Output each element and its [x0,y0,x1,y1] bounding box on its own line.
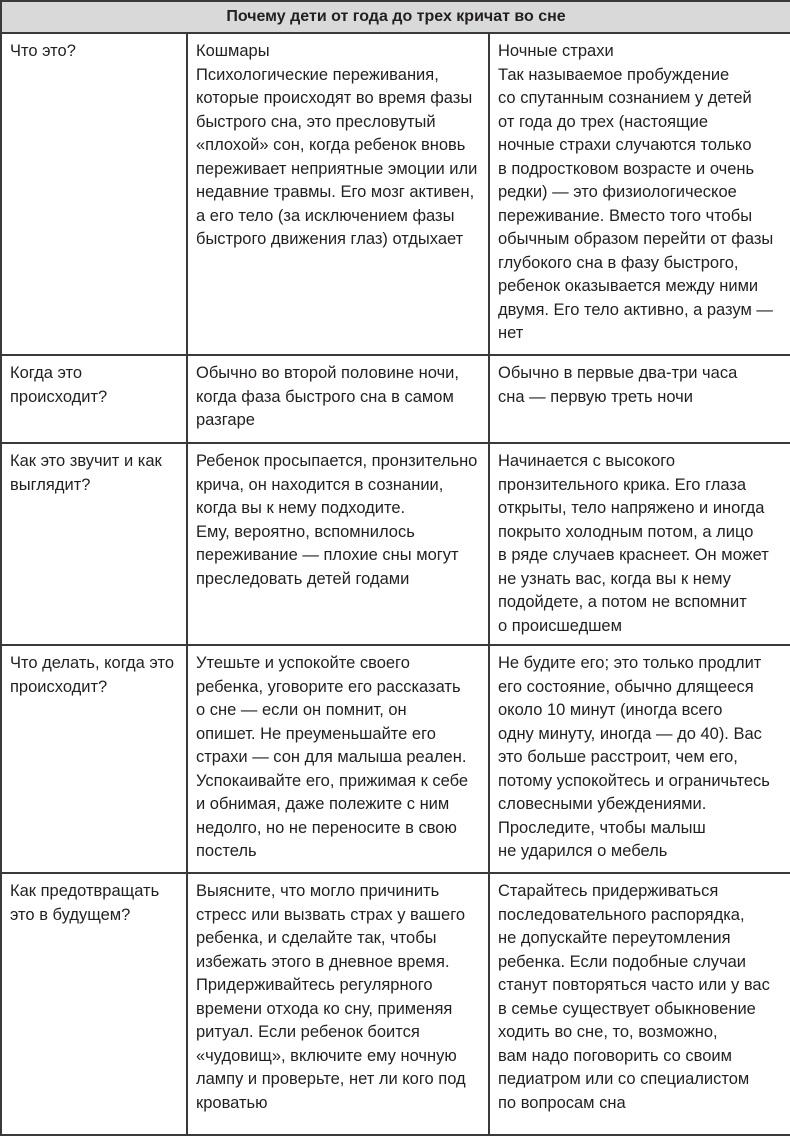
cell-text-line: пронзительного крика. Его глаза [498,475,747,494]
cell-text-line: ночные страхи случаются только [498,136,752,154]
cell-text-line: происходит? [10,677,108,696]
cell-text-line: сна — первую треть ночи [498,387,693,406]
row-question-cell [1,355,187,443]
night-terrors-cell [489,33,790,355]
cell-text-line: переживание — плохие сны могут [196,546,459,564]
cell-text-line: потому успокойтесь и ограничьтесь [498,771,770,790]
nightmares-cell [187,355,489,443]
night-terrors-cell [489,873,790,1135]
night-terrors-cell [489,443,790,645]
cell-text-line: одну минуту, иногда — до 40). Вас [498,724,762,743]
cell-text-line: нет [498,324,524,342]
cell-text-line: Проследите, чтобы малыш [498,818,706,837]
cell-text-line: разгаре [196,411,255,429]
cell-text-line: словесными убеждениями. [498,795,707,813]
cell-text-line: не допускайте переутомления [498,929,731,947]
cell-text-line: ходить во сне, то, возможно, [498,1023,718,1041]
cell-text-line: времени отхода ко сну, применяя [196,999,453,1018]
row-question-cell [1,33,187,355]
cell-text-line: педиатром или со специалистом [498,1070,750,1088]
cell-text-line: покрыто холодным потом, а лицо [498,522,754,541]
cell-text-line: Обычно во второй половине ночи, [196,364,459,382]
cell-text-line: в ряде случаев краснеет. Он может [498,546,769,564]
cell-text-line: около 10 минут (иногда всего [498,701,723,719]
cell-text-line: это в будущем? [10,905,131,924]
cell-text-line: Обычно в первые два-три часа [498,364,738,382]
cell-text-line: недавние травмы. Его мозг активен, [196,183,475,201]
cell-text-line: Утешьте и успокойте своего [196,654,410,672]
cell-text-line: открыты, тело напряжено и иногда [498,499,765,517]
cell-text-line: Что это? [10,42,76,60]
table-row [1,645,790,873]
cell-text-line: Что делать, когда это [10,654,175,672]
cell-text-line: Придерживайтесь регулярного [196,976,433,994]
night-terrors-cell [489,645,790,873]
cell-text-line: страхи — сон для малыша реален. [196,748,467,766]
cell-text-line: лампу и проверьте, нет ли кого под [196,1070,466,1088]
cell-text-line: опишет. Не преуменьшайте его [196,724,436,743]
cell-text-line: ребенка, уговорите его рассказать [196,677,461,696]
nightmares-cell [187,873,489,1135]
row-question-cell [1,873,187,1135]
table-title: Почему дети от года до трех кричат во сне [1,1,790,33]
cell-text-line: Ему, вероятно, вспомнилось [196,522,415,541]
cell-text-line: стресс или вызвать страх у вашего [196,905,466,924]
cell-text-line: недолго, но не переносите в свою [196,818,457,837]
cell-text-line: переживает неприятные эмоции или [196,159,478,178]
cell-text-line: это больше расстроит, чем его, [498,748,738,766]
cell-text-line: ритуал. Если ребенок боится [196,1023,420,1041]
cell-text-line: обычным образом перейти от фазы [498,230,774,248]
cell-text-line: Успокаивайте его, прижимая к себе [196,771,469,790]
cell-text-line: редки) — это физиологическое [498,183,737,201]
cell-text-line: переживание. Вместо того чтобы [498,206,753,225]
cell-text-line: глубокого сна в фазу быстрого, [498,253,739,272]
cell-text-line: кроватью [196,1093,268,1112]
cell-text-line: от года до трех (настоящие [498,112,709,131]
cell-text-line: а его тело (за исключением фазы [196,206,455,225]
cell-text-line: в семье существует обыкновение [498,999,756,1018]
cell-text-line: когда фаза быстрого сна в самом [196,387,454,406]
cell-text-line: ребенок оказывается между ними [498,277,759,295]
cell-text-line: и обнимая, даже полежите с ним [196,795,450,813]
cell-text-line: двумя. Его тело активно, а разум — [498,300,773,319]
cell-text-line: Не будите его; это только продлит [498,654,762,672]
cell-text-line: Как это звучит и как [10,452,162,470]
row-question-cell [1,645,187,873]
cell-text-line: подойдете, а потом не вспомнит [498,593,747,611]
cell-text-line: «чудовищ», включите ему ночную [196,1046,457,1065]
table-row [1,33,790,355]
cell-text-line: постель [196,842,257,860]
cell-text-line: не узнать вас, когда вы к нему [498,569,731,588]
cell-text-line: последовательного распорядка, [498,905,745,924]
cell-text-line: станут повторяться часто или у вас [498,976,770,994]
nightmares-cell [187,443,489,645]
cell-text-line: Ребенок просыпается, пронзительно [196,452,478,470]
cell-text-line: не ударился о мебель [498,842,668,860]
cell-text-line: Старайтесь придерживаться [498,882,719,900]
cell-text-line: быстрого сна, это пресловутый [196,112,436,131]
cell-text-line: избежать этого в дневное время. [196,952,450,971]
cell-text-line: Начинается с высокого [498,452,676,470]
cell-text-line: Кошмары [196,42,270,60]
nightmares-cell [187,33,489,355]
cell-text-line: «плохой» сон, когда ребенок вновь [196,136,466,154]
cell-text-line: по вопросам сна [498,1093,626,1112]
table-row [1,443,790,645]
row-question-cell [1,443,187,645]
cell-text-line: которые происходят во время фазы [196,89,473,107]
cell-text-line: быстрого движения глаз) отдыхает [196,230,464,248]
cell-text-line: Как предотвращать [10,882,160,900]
cell-text-line: Ночные страхи [498,42,614,60]
cell-text-line: о сне — если он помнит, он [196,701,407,719]
cell-text-line: в подростковом возрасте и очень [498,159,755,178]
cell-text-line: Когда это [10,364,83,382]
cell-text-line: вам надо поговорить со своим [498,1046,732,1065]
cell-text-line: ребенка. Если подобные случаи [498,952,746,971]
table-header-row [1,1,790,33]
cell-text-line: преследовать детей годами [196,569,410,588]
cell-text-line: крича, он находится в сознании, [196,475,444,494]
cell-text-line: о происшедшем [498,616,622,635]
cell-text-line: со спутанным сознанием у детей [498,89,752,107]
cell-text-line: происходит? [10,387,108,406]
night-terrors-cell [489,355,790,443]
cell-text-line: ребенка, и сделайте так, чтобы [196,929,437,947]
cell-text-line: его состояние, обычно длящееся [498,677,754,696]
table-row [1,355,790,443]
cell-text-line: Выясните, что могло причинить [196,882,440,900]
cell-text-line: Так называемое пробуждение [498,65,730,84]
nightmares-cell [187,645,489,873]
cell-text-line: выглядит? [10,475,91,494]
table-row [1,873,790,1135]
cell-text-line: когда вы к нему подходите. [196,499,406,517]
cell-text-line: Психологические переживания, [196,65,439,84]
